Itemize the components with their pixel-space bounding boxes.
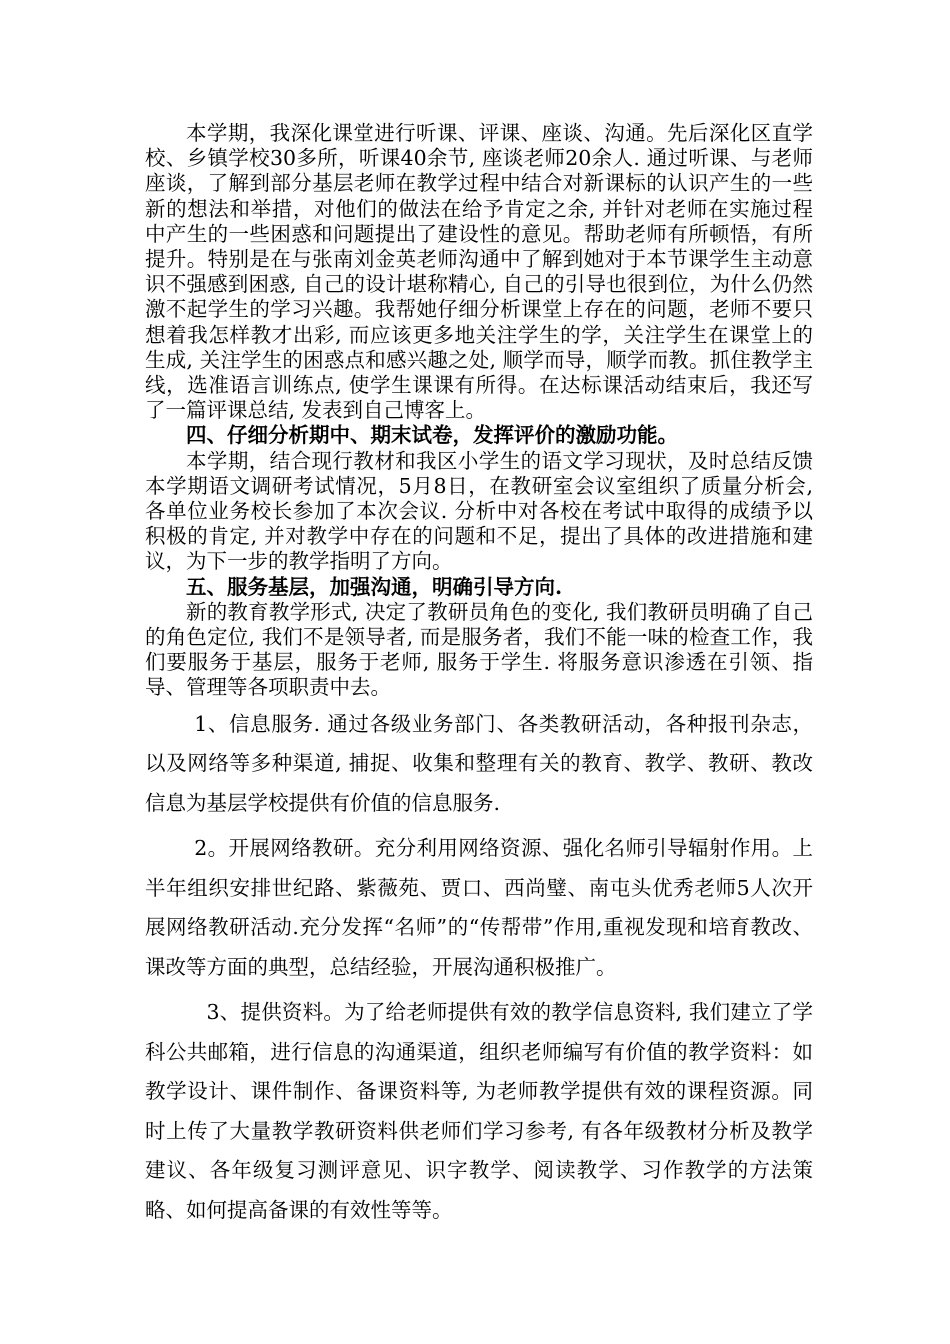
paragraph-online-research: 2。开展网络教研。充分利用网络资源、强化名师引导辐射作用。上半年组织安排世纪路、紫薇苑、贾口、西尚璧、南屯头优秀老师5人次开展网络教研活动.充分发挥“名师”的“传帮带”作用,重视发现和培育教改、课改等方面的典型，总结经验，开展沟通积极推广。 [145, 836, 813, 979]
paragraph-classroom-observation: 本学期，我深化课堂进行听课、评课、座谈、沟通。先后深化区直学校、乡镇学校30多所，听课40余节, 座谈老师20余人. 通过听课、与老师座谈，了解到部分基层老师在教学过程中结合对新课标的认识产生的一些新的想法和举措，对他们的做法在给予肯定之余, 并针对老师在实施过程中产生的一些困惑和问题提出了建设性的意见。帮助老师有所顿悟，有所提升。特别是在与张南刘金英老师沟通中了解到她对于本节课学生主动意识不强感到困惑, 自己的设计堪称精心, 自己的引导也很到位，为什么仍然激不起学生的学习兴趣。我帮她仔细分析课堂上存在的问题，老师不要只想着我怎样教才出彩, 而应该更多地关注学生的学，关注学生在课堂上的生成, 关注学生的困惑点和感兴趣之处, 顺学而导，顺学而教。抓住教学主线，选准语言训练点, 使学生课课有所得。在达标课活动结束后，我还写了一篇评课总结, 发表到自己博客上。 [145, 121, 813, 423]
section-heading-5: 五、服务基层，加强沟通，明确引导方向. [186, 574, 563, 599]
document-page [145, 121, 813, 1230]
paragraph-service-role: 新的教育教学形式, 决定了教研员角色的变化, 我们教研员明确了自己的角色定位, 我们不是领导者, 而是服务者，我们不能一味的检查工作，我们要服务于基层，服务于老师, 服务于学生. 将服务意识渗透在引领、指导、管理等各项职责中去。 [145, 599, 813, 700]
section-heading-4: 四、仔细分析期中、期末试卷，发挥评价的激励功能。 [186, 423, 678, 448]
paragraph-information-service: 1、信息服务. 通过各级业务部门、各类教研活动，各种报刊杂志，以及网络等多种渠道, 捕捉、收集和整理有关的教育、教学、教研、教改信息为基层学校提供有价值的信息服务. [145, 711, 813, 815]
paragraph-exam-analysis: 本学期，结合现行教材和我区小学生的语文学习现状，及时总结反馈本学期语文调研考试情况，5月8日，在教研室会议室组织了质量分析会, 各单位业务校长参加了本次会议. 分析中对各校在考试中取得的成绩予以积极的肯定, 并对教学中存在的问题和不足，提出了具体的改进措施和建议，为下一步的教学指明了方向。 [145, 448, 813, 574]
paragraph-provide-materials: 3、提供资料。为了给老师提供有效的教学信息资料, 我们建立了学科公共邮箱，进行信息的沟通渠道，组织老师编写有价值的教学资料：如教学设计、课件制作、备课资料等, 为老师教学提供有效的课程资源。同时上传了大量教学教研资料供老师们学习参考, 有各年级教材分析及教学建议、各年级复习测评意见、识字教学、阅读教学、习作教学的方法策略、如何提高备课的有效性等等。 [145, 1000, 813, 1222]
